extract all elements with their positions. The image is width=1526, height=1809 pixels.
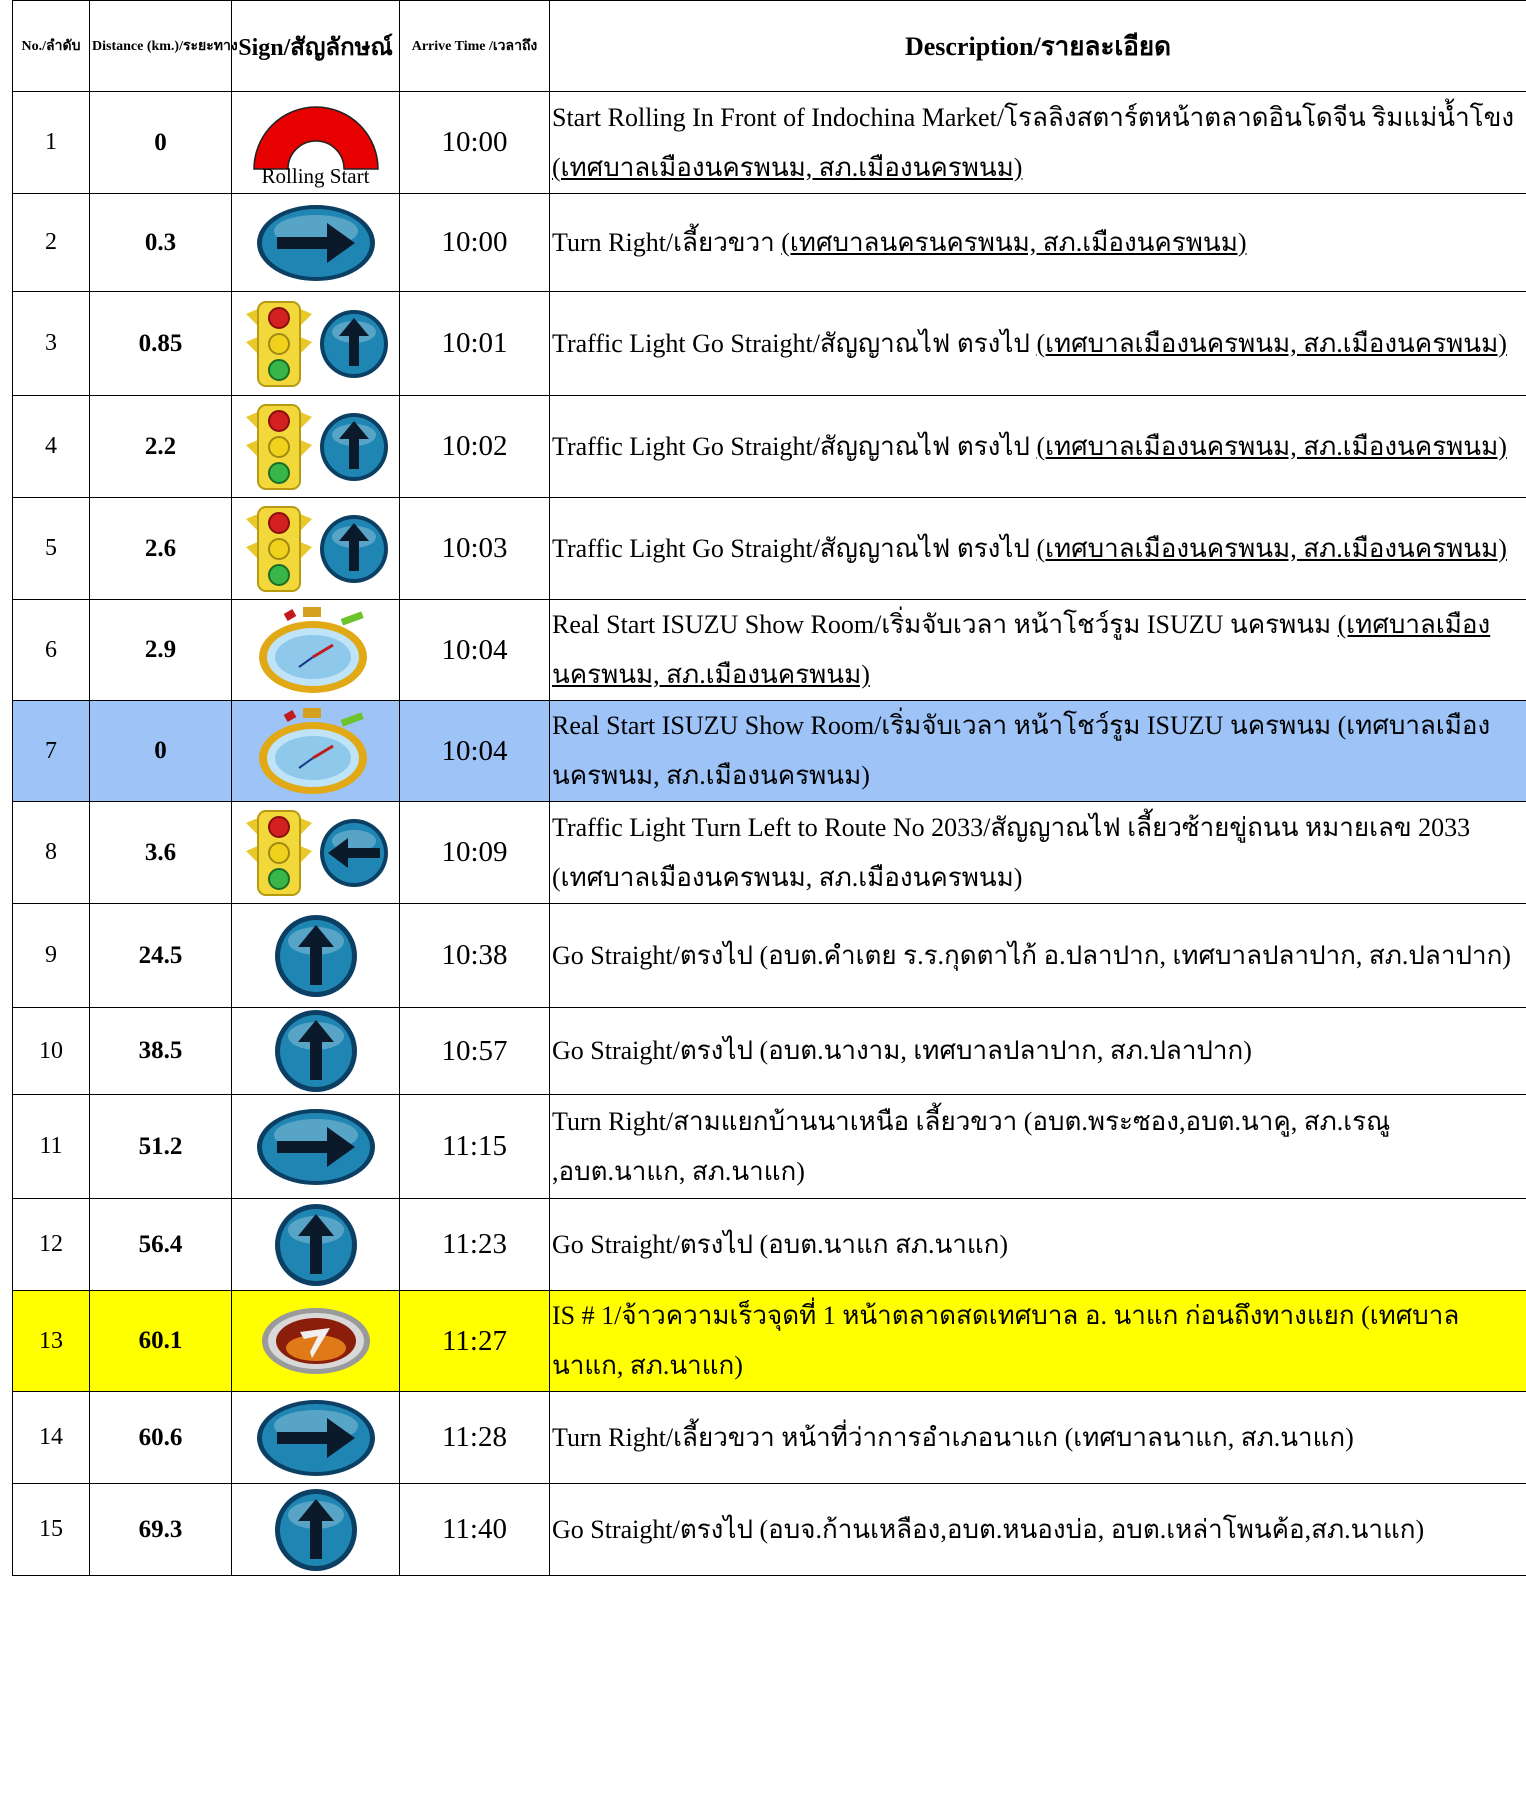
row-distance: 0.85 bbox=[90, 292, 232, 396]
row-distance: 2.9 bbox=[90, 600, 232, 701]
row-description bbox=[550, 1095, 1526, 1199]
row-arrive-time: 10:03 bbox=[400, 498, 550, 600]
row-sign bbox=[232, 1484, 400, 1576]
row-sign bbox=[232, 194, 400, 292]
row-distance: 0 bbox=[90, 92, 232, 194]
arrow-up-icon bbox=[273, 913, 359, 999]
table-row bbox=[13, 1291, 1526, 1392]
row-distance: 3.6 bbox=[90, 802, 232, 904]
row-description bbox=[550, 802, 1526, 904]
description-authority: (เทศบาลเมืองนครพนม, สภ.เมืองนครพนม) bbox=[1036, 431, 1507, 461]
arrow-right-icon bbox=[255, 1398, 377, 1478]
row-arrive-time: 11:40 bbox=[400, 1484, 550, 1576]
row-arrive-time: 10:04 bbox=[400, 600, 550, 701]
row-number: 10 bbox=[13, 1008, 90, 1095]
description-authority: (เทศบาลเมืองนครพนม, สภ.เมืองนครพนม) bbox=[1036, 533, 1507, 563]
row-sign bbox=[232, 92, 400, 194]
table-row bbox=[13, 498, 1526, 600]
row-arrive-time: 11:23 bbox=[400, 1199, 550, 1291]
row-arrive-time: 11:28 bbox=[400, 1392, 550, 1484]
row-sign bbox=[232, 1008, 400, 1095]
description-text: Real Start ISUZU Show Room/เริ่มจับเวลา หน้าโชว์รูม ISUZU นครพนม bbox=[552, 610, 1338, 639]
arrow-right-icon bbox=[255, 1107, 377, 1187]
row-number: 2 bbox=[13, 194, 90, 292]
description-text: Traffic Light Go Straight/สัญญาณไฟ ตรงไป bbox=[552, 431, 1037, 461]
row-sign bbox=[232, 802, 400, 904]
row-description bbox=[550, 1199, 1526, 1291]
row-description bbox=[550, 194, 1526, 292]
table-row bbox=[13, 600, 1526, 701]
row-arrive-time: 11:15 bbox=[400, 1095, 550, 1199]
row-sign bbox=[232, 396, 400, 498]
table-row bbox=[13, 1008, 1526, 1095]
row-arrive-time: 10:38 bbox=[400, 904, 550, 1008]
description-text: Start Rolling In Front of Indochina Market/โรลลิงสตาร์ตหน้าตลาดอินโดจีน ริมแม่น้ำโขง bbox=[552, 102, 1515, 132]
row-number: 12 bbox=[13, 1199, 90, 1291]
row-description bbox=[550, 1392, 1526, 1484]
row-arrive-time: 10:57 bbox=[400, 1008, 550, 1095]
row-sign bbox=[232, 1291, 400, 1392]
description-authority: (เทศบาลนครนครพนม, สภ.เมืองนครพนม) bbox=[781, 227, 1247, 257]
row-number: 6 bbox=[13, 600, 90, 701]
header-description: Description/รายละเอียด bbox=[550, 1, 1526, 92]
row-distance: 0.3 bbox=[90, 194, 232, 292]
row-sign bbox=[232, 600, 400, 701]
route-rows bbox=[13, 92, 1526, 1576]
route-table bbox=[12, 0, 1526, 1576]
table-row bbox=[13, 1199, 1526, 1291]
row-description bbox=[550, 904, 1526, 1008]
arrow-up-icon bbox=[273, 1487, 359, 1573]
table-row bbox=[13, 292, 1526, 396]
speed-check-icon bbox=[260, 1306, 372, 1376]
description-text: Go Straight/ตรงไป (อบต.คำเตย ร.ร.กุดตาไก้ อ.ปลาปาก, เทศบาลปลาปาก, สภ.ปลาปาก) bbox=[552, 940, 1511, 970]
row-sign bbox=[232, 498, 400, 600]
row-sign bbox=[232, 1199, 400, 1291]
header-arrive-time: Arrive Time /เวลาถึง bbox=[400, 1, 550, 92]
description-text: Turn Right/สามแยกบ้านนาเหนือ เลี้ยวขวา (อบต.พระซอง,อบต.นาคู, สภ.เรณู ,อบต.นาแก, สภ.นาแก) bbox=[552, 1106, 1391, 1186]
row-number: 3 bbox=[13, 292, 90, 396]
table-row bbox=[13, 396, 1526, 498]
arrow-up-icon bbox=[318, 308, 390, 380]
arrow-left-icon bbox=[318, 817, 390, 889]
row-arrive-time: 10:04 bbox=[400, 701, 550, 802]
table-row bbox=[13, 802, 1526, 904]
traffic-light-icon bbox=[242, 505, 316, 593]
row-number: 1 bbox=[13, 92, 90, 194]
row-distance: 2.6 bbox=[90, 498, 232, 600]
row-description bbox=[550, 1291, 1526, 1392]
row-distance: 38.5 bbox=[90, 1008, 232, 1095]
row-arrive-time: 10:00 bbox=[400, 194, 550, 292]
description-text: Go Straight/ตรงไป (อบจ.ก้านเหลือง,อบต.หนองบ่อ, อบต.เหล่าโพนค้อ,สภ.นาแก) bbox=[552, 1514, 1425, 1544]
header-sign: Sign/สัญลักษณ์ bbox=[232, 1, 400, 92]
row-arrive-time: 10:00 bbox=[400, 92, 550, 194]
row-sign bbox=[232, 701, 400, 802]
row-arrive-time: 10:02 bbox=[400, 396, 550, 498]
table-row bbox=[13, 701, 1526, 802]
table-row bbox=[13, 1392, 1526, 1484]
row-sign bbox=[232, 1392, 400, 1484]
row-sign bbox=[232, 292, 400, 396]
row-distance: 0 bbox=[90, 701, 232, 802]
table-row bbox=[13, 92, 1526, 194]
table-row bbox=[13, 904, 1526, 1008]
stopwatch-icon bbox=[255, 706, 377, 796]
description-text: Go Straight/ตรงไป (อบต.นาแก สภ.นาแก) bbox=[552, 1229, 1009, 1259]
description-text: Traffic Light Go Straight/สัญญาณไฟ ตรงไป bbox=[552, 533, 1037, 563]
header-distance: Distance (km.)/ระยะทาง bbox=[90, 1, 232, 92]
row-number: 8 bbox=[13, 802, 90, 904]
description-authority: (เทศบาลเมืองนครพนม, สภ.เมืองนครพนม) bbox=[1036, 328, 1507, 358]
row-distance: 56.4 bbox=[90, 1199, 232, 1291]
arrow-right-icon bbox=[255, 203, 377, 283]
arrow-up-icon bbox=[273, 1008, 359, 1094]
traffic-light-icon bbox=[242, 300, 316, 388]
row-sign bbox=[232, 1095, 400, 1199]
row-number: 4 bbox=[13, 396, 90, 498]
description-text: Traffic Light Go Straight/สัญญาณไฟ ตรงไป bbox=[552, 328, 1037, 358]
table-row bbox=[13, 1095, 1526, 1199]
description-text: IS # 1/จ้าวความเร็วจุดที่ 1 หน้าตลาดสดเทศบาล อ. นาแก ก่อนถึงทางแยก (เทศบาลนาแก, สภ.นาแก) bbox=[552, 1301, 1460, 1380]
row-number: 13 bbox=[13, 1291, 90, 1392]
row-description bbox=[550, 292, 1526, 396]
row-number: 5 bbox=[13, 498, 90, 600]
row-description bbox=[550, 92, 1526, 194]
description-text: Traffic Light Turn Left to Route No 2033/สัญญาณไฟ เลี้ยวซ้ายขู่ถนน หมายเลข 2033 (เทศบาลเมืองนครพนม, สภ.เมืองนครพนม) bbox=[552, 812, 1471, 892]
description-authority: (เทศบาลเมืองนครพนม, สภ.เมืองนครพนม) bbox=[552, 610, 1491, 689]
row-description bbox=[550, 498, 1526, 600]
row-arrive-time: 10:01 bbox=[400, 292, 550, 396]
description-text: Turn Right/เลี้ยวขวา bbox=[552, 227, 782, 257]
row-distance: 51.2 bbox=[90, 1095, 232, 1199]
row-description bbox=[550, 396, 1526, 498]
row-distance: 60.1 bbox=[90, 1291, 232, 1392]
arrow-up-icon bbox=[318, 513, 390, 585]
row-description bbox=[550, 600, 1526, 701]
row-distance: 2.2 bbox=[90, 396, 232, 498]
table-row bbox=[13, 1484, 1526, 1576]
header-no: No./ลำดับ bbox=[13, 1, 90, 92]
row-number: 9 bbox=[13, 904, 90, 1008]
traffic-light-icon bbox=[242, 809, 316, 897]
description-text: Go Straight/ตรงไป (อบต.นางาม, เทศบาลปลาปาก, สภ.ปลาปาก) bbox=[552, 1036, 1252, 1065]
rolling-start-label: Rolling Start bbox=[261, 163, 370, 188]
row-number: 7 bbox=[13, 701, 90, 802]
row-description bbox=[550, 1484, 1526, 1576]
row-sign bbox=[232, 904, 400, 1008]
row-description bbox=[550, 1008, 1526, 1095]
description-text: Real Start ISUZU Show Room/เริ่มจับเวลา หน้าโชว์รูม ISUZU นครพนม (เทศบาลเมืองนครพนม, สภ.เมืองนครพนม) bbox=[552, 711, 1491, 790]
arrow-up-icon bbox=[318, 411, 390, 483]
row-number: 11 bbox=[13, 1095, 90, 1199]
row-distance: 24.5 bbox=[90, 904, 232, 1008]
header-row bbox=[13, 1, 1526, 92]
table-row bbox=[13, 194, 1526, 292]
stopwatch-icon bbox=[255, 605, 377, 695]
description-authority: (เทศบาลเมืองนครพนม, สภ.เมืองนครพนม) bbox=[552, 152, 1023, 182]
traffic-light-icon bbox=[242, 403, 316, 491]
row-distance: 69.3 bbox=[90, 1484, 232, 1576]
row-number: 15 bbox=[13, 1484, 90, 1576]
rolling-start-icon bbox=[246, 93, 386, 193]
row-arrive-time: 11:27 bbox=[400, 1291, 550, 1392]
row-distance: 60.6 bbox=[90, 1392, 232, 1484]
row-description bbox=[550, 701, 1526, 802]
arrow-up-icon bbox=[273, 1202, 359, 1288]
description-text: Turn Right/เลี้ยวขวา หน้าที่ว่าการอำเภอนาแก (เทศบาลนาแก, สภ.นาแก) bbox=[552, 1422, 1354, 1452]
row-number: 14 bbox=[13, 1392, 90, 1484]
row-arrive-time: 10:09 bbox=[400, 802, 550, 904]
